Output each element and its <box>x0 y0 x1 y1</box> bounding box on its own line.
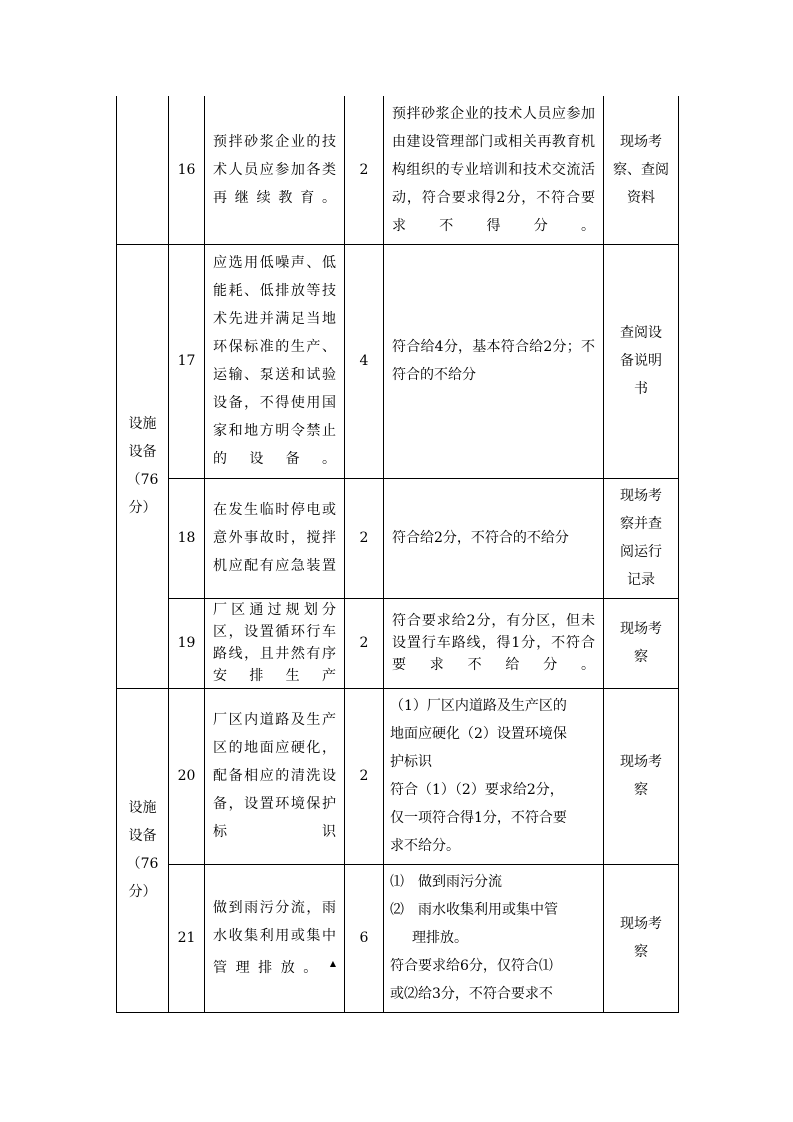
requirement-text: 做到雨污分流，雨水收集利用或集中管理排放。 ▲ <box>205 864 345 1012</box>
category-label: 设施 设备 （76 分） <box>117 688 169 1012</box>
item-score: 2 <box>345 478 384 598</box>
item-score: 6 <box>345 864 384 1012</box>
item-number: 20 <box>169 688 205 864</box>
item-score: 4 <box>345 244 384 478</box>
table-row <box>117 478 679 598</box>
requirement-text: 在发生临时停电或意外事故时，搅拌机应配有应急装置 <box>205 478 345 598</box>
check-method: 查阅设 备说明 书 <box>604 244 679 478</box>
table-row <box>117 96 679 244</box>
item-score: 2 <box>345 688 384 864</box>
check-method: 现场考 察 <box>604 688 679 864</box>
check-method: 现场考 察 <box>604 598 679 688</box>
criteria-text: 符合要求给2分，有分区，但未设置行车路线，得1分，不符合要求不给分。 <box>384 598 604 688</box>
requirement-text: 应选用低噪声、低能耗、低排放等技术先进并满足当地环保标准的生产、运输、泵送和试验设备，不得使用国家和地方明令禁止的设备。 <box>205 244 345 478</box>
category-cell-empty <box>117 96 169 244</box>
item-number: 21 <box>169 864 205 1012</box>
item-number: 16 <box>169 96 205 244</box>
requirement-text: 厂区内道路及生产区的地面应硬化，配备相应的清洗设备，设置环境保护标识 <box>205 688 345 864</box>
criteria-text: （1）厂区内道路及生产区的 地面应硬化（2）设置环境保 护标识 符合（1）（2）要求给2分， 仅一项符合得1分，不符合要 求不给分。 <box>384 688 604 864</box>
item-number: 18 <box>169 478 205 598</box>
criteria-text: 预拌砂浆企业的技术人员应参加由建设管理部门或相关再教育机构组织的专业培训和技术交流活动，符合要求得2分，不符合要求不得分。 <box>384 96 604 244</box>
triangle-mark-icon: ▲ <box>329 959 336 968</box>
item-number: 17 <box>169 244 205 478</box>
requirement-text: 预拌砂浆企业的技术人员应参加各类再继续教育。 <box>205 96 345 244</box>
check-method: 现场考 察、查阅 资料 <box>604 96 679 244</box>
table-row <box>117 244 679 478</box>
table-row <box>117 688 679 864</box>
criteria-text: 符合给2分，不符合的不给分 <box>384 478 604 598</box>
table-row <box>117 864 679 1012</box>
item-score: 2 <box>345 96 384 244</box>
item-score: 2 <box>345 598 384 688</box>
check-method: 现场考 察 <box>604 864 679 1012</box>
scoring-table <box>116 96 679 1013</box>
table-row <box>117 598 679 688</box>
check-method: 现场考 察并查 阅运行 记录 <box>604 478 679 598</box>
requirement-text: 厂区通过规划分区，设置循环行车路线，且井然有序安排生产 <box>205 598 345 688</box>
criteria-text: ⑴ 做到雨污分流 ⑵ 雨水收集利用或集中管 理排放。 符合要求给6分，仅符合⑴ 或⑵给3分，不符合要求不 <box>384 864 604 1012</box>
category-label: 设施 设备 （76 分） <box>117 244 169 688</box>
item-number: 19 <box>169 598 205 688</box>
criteria-text: 符合给4分，基本符合给2分；不符合的不给分 <box>384 244 604 478</box>
